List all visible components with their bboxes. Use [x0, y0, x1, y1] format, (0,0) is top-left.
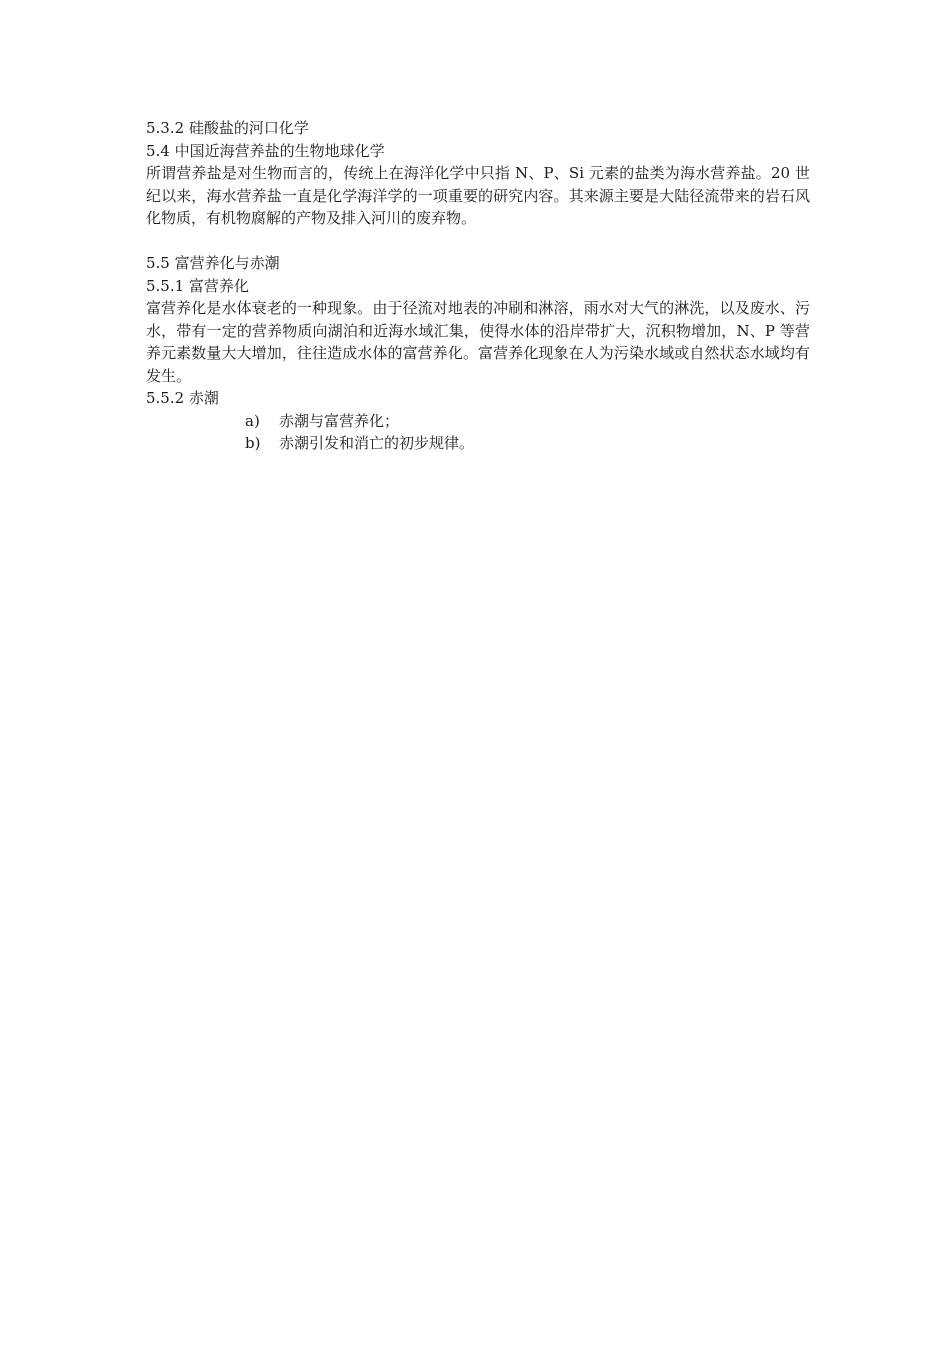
- section-heading-5-5-2: 5.5.2 赤潮: [146, 389, 219, 407]
- section-heading-5-3-2: 5.3.2 硅酸盐的河口化学: [146, 119, 309, 137]
- list-item: [146, 432, 810, 455]
- red-tide-topic-list: [146, 410, 810, 455]
- list-item-text: 赤潮引发和消亡的初步规律。: [279, 434, 475, 452]
- list-marker: b): [245, 434, 261, 452]
- list-item-text: 赤潮与富营养化；: [279, 411, 400, 430]
- list-item: [146, 410, 810, 433]
- list-marker: a): [245, 411, 260, 430]
- section-heading-5-5: 5.5 富营养化与赤潮: [146, 254, 280, 272]
- paragraph-spacer: [146, 230, 810, 253]
- section-heading-5-4: 5.4 中国近海营养盐的生物地球化学: [146, 141, 385, 160]
- section-heading-5-5-1: 5.5.1 富营养化: [146, 276, 249, 295]
- paragraph-eutrophication: 富营养化是水体衰老的一种现象。由于径流对地表的冲刷和淋溶，雨水对大气的淋洗，以及废水、污水，带有一定的营养物质向湖泊和近海水域汇集，使得水体的沿岸带扩大，沉积物增加，N、P 等营养元素数量大大增加，往往造成水体的富营养化。富营养化现象在人为污染水域或自然状态水域均有发生。: [146, 299, 810, 385]
- paragraph-nutrients: 所谓营养盐是对生物而言的，传统上在海洋化学中只指 N、P、Si 元素的盐类为海水营养盐。20 世纪以来，海水营养盐一直是化学海洋学的一项重要的研究内容。其来源主要是大陆径流带来的岩石风化物质，有机物腐解的产物及排入河川的废弃物。: [146, 164, 810, 227]
- document-page: [146, 117, 810, 455]
